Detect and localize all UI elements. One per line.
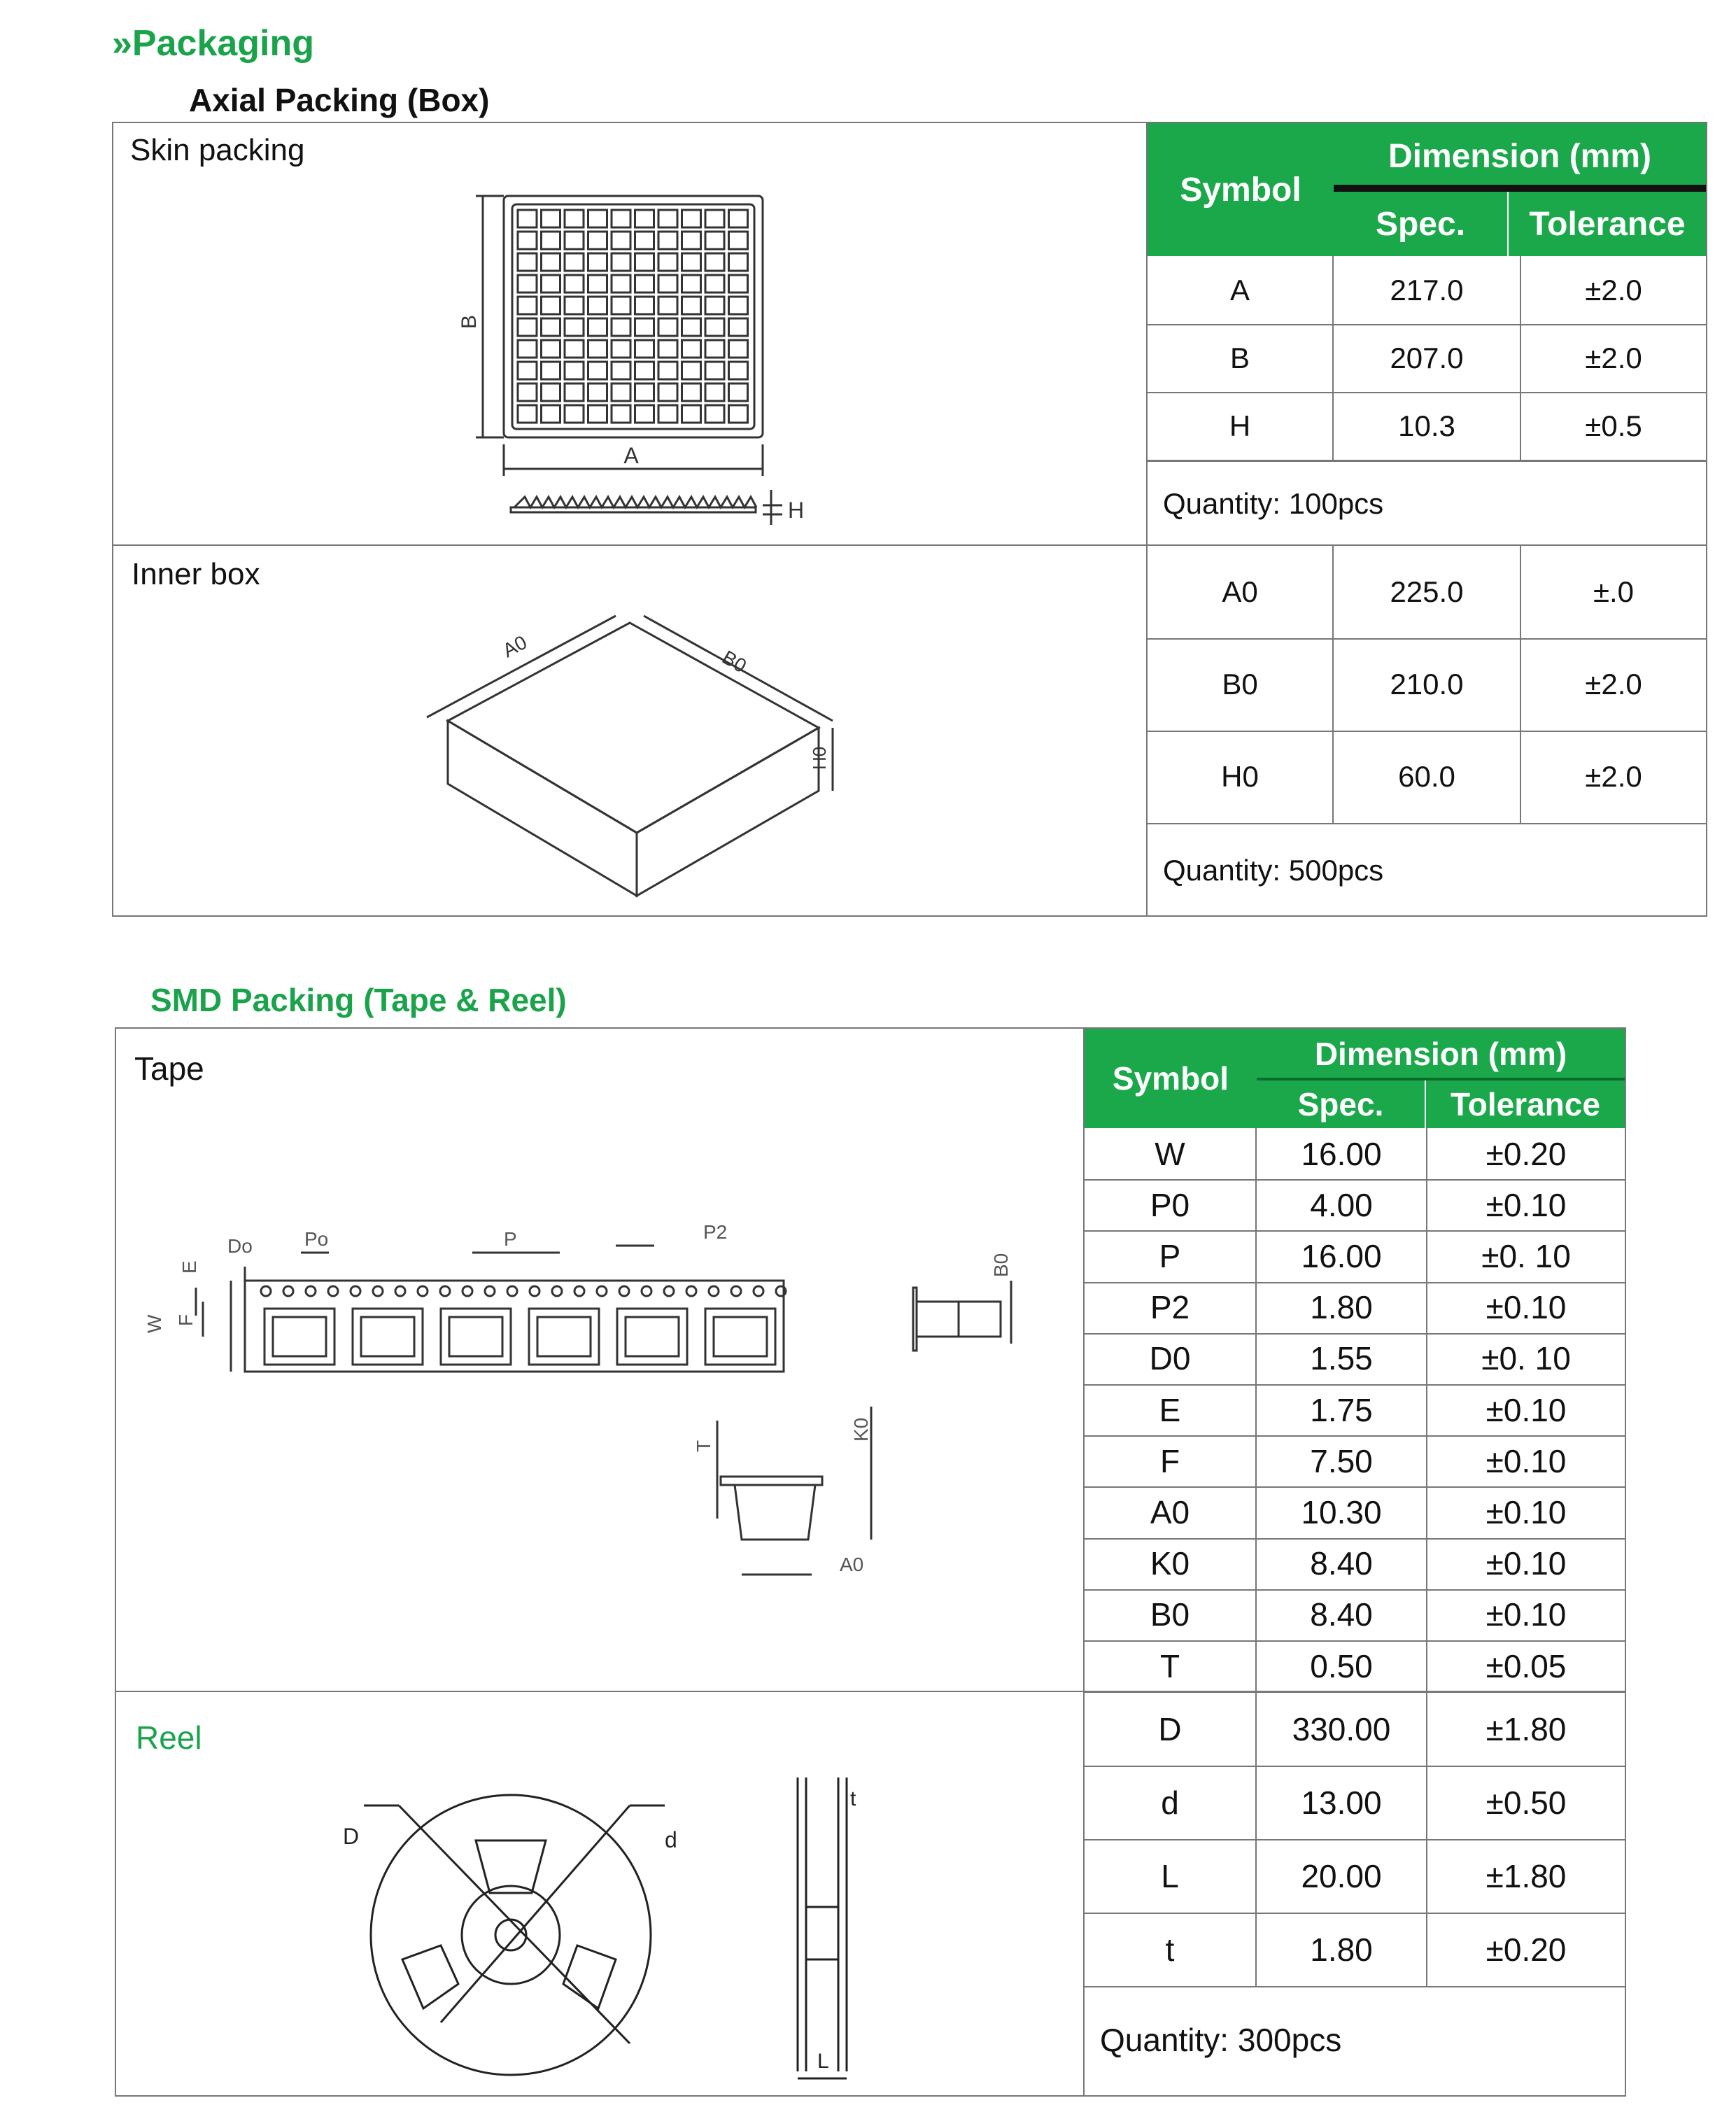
inner-spec-cell: 60.0 bbox=[1334, 731, 1521, 823]
inner-symbol-cell: B0 bbox=[1148, 638, 1334, 731]
reel-symbol-cell: D bbox=[1085, 1692, 1257, 1766]
skin-dim-a: A bbox=[623, 443, 639, 468]
reel-drawing bbox=[336, 1750, 896, 2085]
tape-symbol-cell: F bbox=[1085, 1435, 1257, 1486]
reel-spec-cell: 13.00 bbox=[1257, 1766, 1427, 1839]
skin-symbol-cell: H bbox=[1148, 392, 1334, 460]
tape-dim-p2: P2 bbox=[703, 1221, 728, 1243]
inner-quantity: Quantity: 500pcs bbox=[1163, 854, 1384, 887]
inner-box-label: Inner box bbox=[132, 557, 260, 591]
tape-tolerance-cell: ±0.05 bbox=[1486, 1647, 1567, 1684]
tape-dim-e: E bbox=[178, 1260, 200, 1274]
skin-spec-cell: 207.0 bbox=[1334, 324, 1521, 392]
tape-spec-cell: 10.30 bbox=[1257, 1486, 1427, 1537]
skin-symbol-cell: B bbox=[1148, 324, 1334, 392]
tape-dim-b0: B0 bbox=[990, 1253, 1012, 1277]
tape-spec-cell: 8.40 bbox=[1257, 1589, 1427, 1640]
tape-spec-cell: 1.80 bbox=[1257, 1282, 1427, 1333]
inner-spec-cell: 225.0 bbox=[1334, 546, 1521, 638]
inner-dim-b0: B0 bbox=[719, 646, 751, 677]
inner-dim-a0: A0 bbox=[499, 631, 531, 662]
tape-tolerance-cell: ±0.20 bbox=[1486, 1135, 1567, 1172]
tape-spec-cell: 8.40 bbox=[1257, 1538, 1427, 1589]
inner-spec-cell: 210.0 bbox=[1334, 638, 1521, 731]
smd-quantity: Quantity: 300pcs bbox=[1100, 2022, 1342, 2058]
reel-label: Reel bbox=[136, 1719, 202, 1756]
skin-symbol-header: Symbol bbox=[1148, 123, 1334, 256]
page-title: »Packaging bbox=[112, 23, 315, 64]
tape-symbol-cell: P bbox=[1085, 1230, 1257, 1281]
skin-dimension-header: Dimension (mm) bbox=[1334, 123, 1706, 189]
section-title-axial: Axial Packing (Box) bbox=[189, 82, 490, 118]
tape-tolerance-cell: ±0. 10 bbox=[1481, 1340, 1571, 1377]
skin-quantity: Quantity: 100pcs bbox=[1163, 487, 1384, 520]
smd-spec-header: Spec. bbox=[1257, 1080, 1426, 1128]
skin-header-rule bbox=[1334, 185, 1706, 192]
tape-tolerance-cell: ±0.10 bbox=[1486, 1442, 1567, 1479]
tape-tolerance-cell: ±0.10 bbox=[1486, 1289, 1567, 1326]
tape-tolerance-cell: ±0.10 bbox=[1486, 1186, 1567, 1223]
skin-spec-header: Spec. bbox=[1334, 192, 1509, 256]
inner-qty-line bbox=[1146, 823, 1706, 824]
reel-spec-cell: 330.00 bbox=[1257, 1692, 1427, 1766]
tape-tolerance-cell: ±0.10 bbox=[1486, 1391, 1567, 1428]
tape-symbol-cell: P2 bbox=[1085, 1282, 1257, 1333]
skin-symbol-cell: A bbox=[1148, 256, 1334, 324]
reel-tolerance-cell: ±0.20 bbox=[1486, 1931, 1567, 1968]
smd-qty-line bbox=[1083, 1986, 1626, 1987]
tape-dim-k0: K0 bbox=[850, 1417, 872, 1442]
inner-tolerance-cell: ±.0 bbox=[1593, 575, 1635, 608]
tape-tolerance-cell: ±0.10 bbox=[1486, 1493, 1567, 1530]
tape-spec-cell: 4.00 bbox=[1257, 1179, 1427, 1230]
tape-spec-cell: 16.00 bbox=[1257, 1128, 1427, 1179]
reel-symbol-cell: d bbox=[1085, 1766, 1257, 1839]
tape-symbol-cell: D0 bbox=[1085, 1333, 1257, 1384]
inner-symbol-cell: A0 bbox=[1148, 546, 1334, 638]
tape-dim-p: P bbox=[504, 1228, 517, 1250]
skin-tolerance-cell: ±0.5 bbox=[1585, 409, 1642, 442]
tape-symbol-cell: B0 bbox=[1085, 1589, 1257, 1640]
tape-label: Tape bbox=[134, 1050, 204, 1087]
smd-tolerance-header: Tolerance bbox=[1426, 1080, 1625, 1128]
tape-spec-cell: 7.50 bbox=[1257, 1435, 1427, 1486]
reel-tolerance-cell: ±1.80 bbox=[1486, 1710, 1567, 1747]
reel-tolerance-cell: ±1.80 bbox=[1486, 1857, 1567, 1894]
tape-symbol-cell: E bbox=[1085, 1384, 1257, 1435]
inner-tolerance-cell: ±2.0 bbox=[1585, 760, 1642, 793]
tape-tolerance-cell: ±0. 10 bbox=[1481, 1237, 1571, 1274]
skin-packing-drawing bbox=[448, 189, 826, 539]
reel-spec-cell: 20.00 bbox=[1257, 1839, 1427, 1913]
smd-symbol-header: Symbol bbox=[1085, 1029, 1257, 1128]
inner-dim-h0: H0 bbox=[809, 746, 830, 770]
tape-dim-w: W bbox=[143, 1314, 165, 1333]
skin-dim-h: H bbox=[788, 498, 805, 523]
reel-dim-t: t bbox=[850, 1787, 856, 1810]
reel-symbol-cell: t bbox=[1085, 1913, 1257, 1986]
skin-spec-cell: 217.0 bbox=[1334, 256, 1521, 324]
inner-symbol-cell: H0 bbox=[1148, 731, 1334, 823]
skin-spec-cell: 10.3 bbox=[1334, 392, 1521, 460]
skin-tolerance-header: Tolerance bbox=[1509, 192, 1706, 256]
tape-symbol-cell: T bbox=[1085, 1640, 1257, 1691]
reel-spec-cell: 1.80 bbox=[1257, 1913, 1427, 1986]
tape-dim-d0: Do bbox=[227, 1235, 253, 1257]
tape-dim-a0: A0 bbox=[840, 1554, 864, 1575]
reel-dim-D: D bbox=[343, 1824, 360, 1849]
reel-symbol-cell: L bbox=[1085, 1839, 1257, 1913]
tape-spec-cell: 0.50 bbox=[1257, 1640, 1427, 1691]
reel-dim-L: L bbox=[817, 2050, 829, 2073]
tape-symbol-cell: W bbox=[1085, 1128, 1257, 1179]
tape-tolerance-cell: ±0.10 bbox=[1486, 1545, 1567, 1582]
tape-dim-f: F bbox=[175, 1314, 197, 1326]
inner-box-drawing bbox=[413, 609, 861, 903]
inner-tolerance-cell: ±2.0 bbox=[1585, 668, 1642, 701]
tape-spec-cell: 1.55 bbox=[1257, 1333, 1427, 1384]
skin-qty-line bbox=[1146, 460, 1706, 462]
tape-dim-t: T bbox=[693, 1439, 714, 1452]
smd-dimension-header: Dimension (mm) bbox=[1257, 1029, 1625, 1079]
tape-spec-cell: 1.75 bbox=[1257, 1384, 1427, 1435]
tape-symbol-cell: K0 bbox=[1085, 1538, 1257, 1589]
tape-drawing bbox=[140, 1211, 1064, 1603]
tape-symbol-cell: P0 bbox=[1085, 1179, 1257, 1230]
tape-spec-cell: 16.00 bbox=[1257, 1230, 1427, 1281]
tape-tolerance-cell: ±0.10 bbox=[1486, 1596, 1567, 1633]
reel-tolerance-cell: ±0.50 bbox=[1486, 1784, 1567, 1821]
section-title-smd: SMD Packing (Tape & Reel) bbox=[150, 982, 567, 1018]
skin-tolerance-cell: ±2.0 bbox=[1585, 273, 1642, 307]
tape-dim-p0: Po bbox=[304, 1228, 329, 1250]
reel-dim-d: d bbox=[665, 1827, 677, 1852]
skin-dim-b: B bbox=[458, 314, 481, 330]
skin-tolerance-cell: ±2.0 bbox=[1585, 341, 1642, 374]
tape-symbol-cell: A0 bbox=[1085, 1486, 1257, 1537]
skin-packing-label: Skin packing bbox=[130, 133, 305, 167]
